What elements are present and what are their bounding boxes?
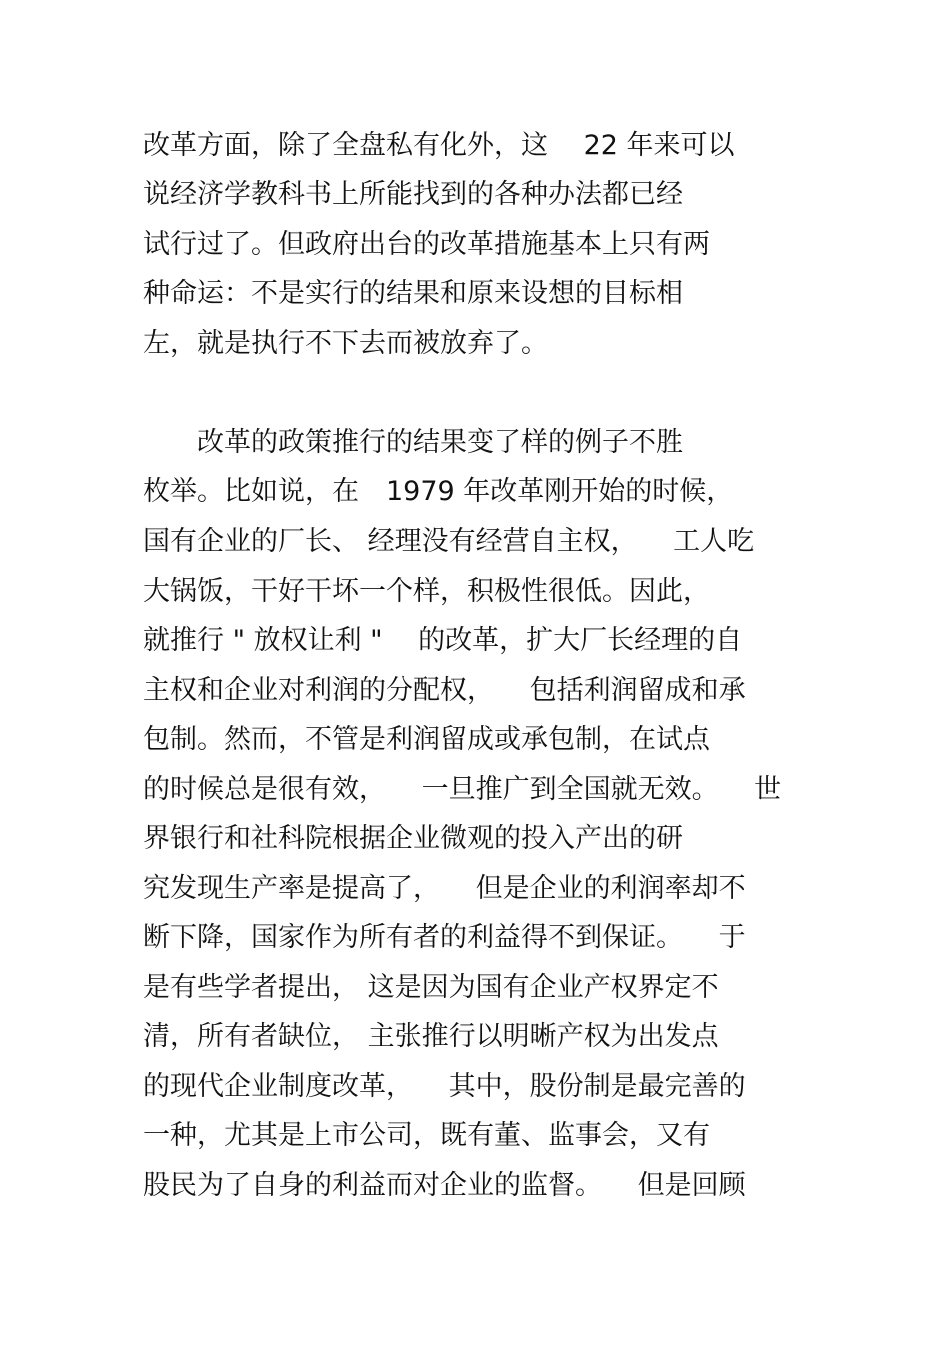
text-line: 主权和企业对利润的分配权， 包括利润留成和承: [143, 675, 746, 706]
text-line: 是有些学者提出， 这是因为国有企业产权界定不: [143, 972, 719, 1003]
text-line: 断下降，国家作为所有者的利益得不到保证。 于: [143, 922, 746, 953]
text-line: 的现代企业制度改革， 其中，股份制是最完善的: [143, 1071, 746, 1102]
text-line: 国有企业的厂长、 经理没有经营自主权， 工人吃: [143, 526, 755, 557]
text-line: 究发现生产率是提高了， 但是企业的利润率却不: [143, 873, 746, 904]
text-line: 包制。然而，不管是利润留成或承包制，在试点: [143, 724, 710, 755]
text-line: 改革的政策推行的结果变了样的例子不胜: [143, 427, 683, 458]
text-line: 枚举。比如说，在 1979 年改革刚开始的时候，: [143, 476, 734, 507]
text-line: 大锅饭，干好干坏一个样，积极性很低。因此，: [143, 576, 710, 607]
text-line: 试行过了。但政府出台的改革措施基本上只有两: [143, 229, 710, 260]
text-line: 的时候总是很有效， 一旦推广到全国就无效。 世: [143, 774, 782, 805]
text-line: 种命运：不是实行的结果和原来设想的目标相: [143, 278, 683, 309]
text-line: 清，所有者缺位， 主张推行以明晰产权为出发点: [143, 1021, 719, 1052]
text-line: 界银行和社科院根据企业微观的投入产出的研: [143, 823, 683, 854]
text-line: 就推行 " 放权让利 " 的改革，扩大厂长经理的自: [143, 625, 743, 656]
text-line: 股民为了自身的利益而对企业的监督。 但是回顾: [143, 1170, 746, 1201]
text-line: 改革方面，除了全盘私有化外，这 22 年来可以: [143, 130, 735, 161]
text-line: 一种，尤其是上市公司，既有董、监事会，又有: [143, 1120, 710, 1151]
text-line: 左，就是执行不下去而被放弃了。: [143, 328, 548, 359]
text-line: 说经济学教科书上所能找到的各种办法都已经: [143, 179, 683, 210]
